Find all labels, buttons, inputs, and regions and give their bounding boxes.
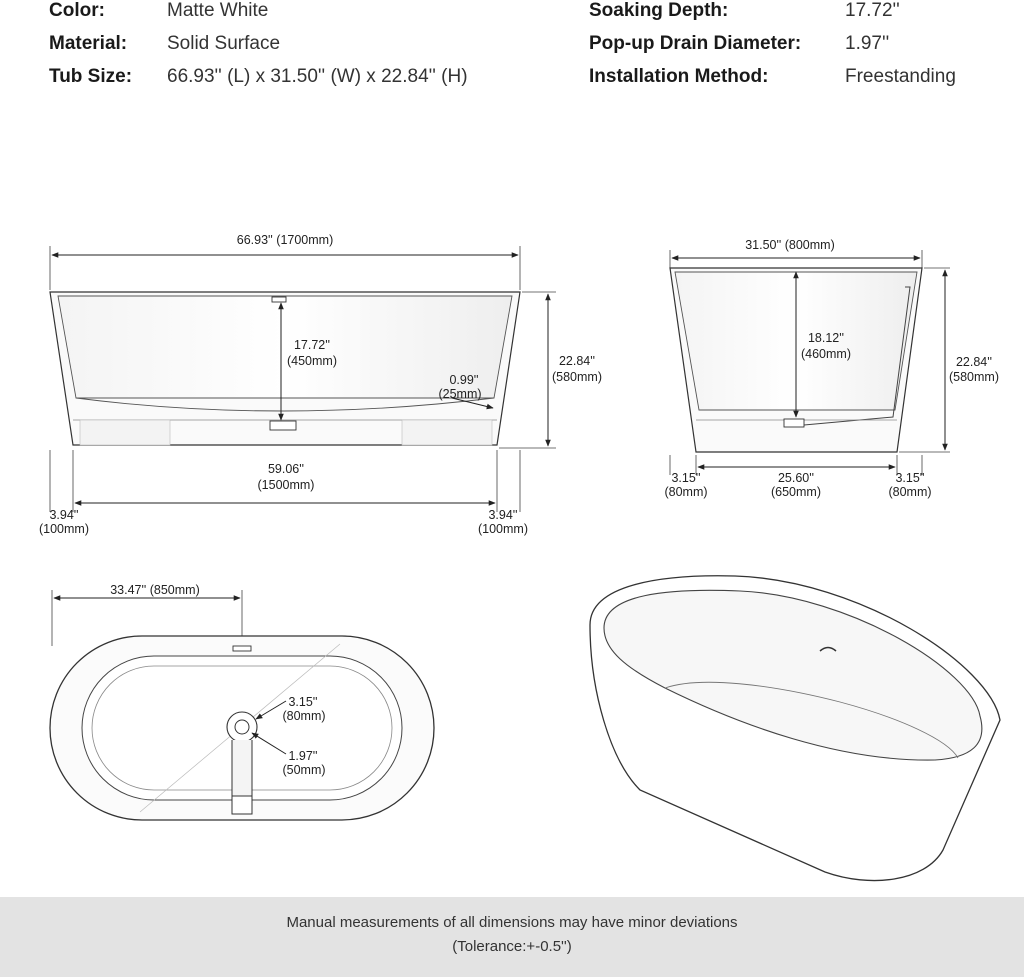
wall-thickness-value: 0.99'' — [449, 373, 479, 387]
spec-label: Pop-up Drain Diameter: — [589, 33, 802, 54]
side-base-value: 25.60'' — [777, 471, 815, 485]
side-height-mm: (580mm) — [948, 370, 1000, 384]
footer-line-2: (Tolerance:+-0.5'') — [452, 938, 572, 955]
front-view — [39, 233, 602, 536]
base-length-mm: (1500mm) — [257, 478, 315, 492]
drain-diameter-value: 1.97'' — [288, 749, 318, 763]
side-left-offset-mm: (80mm) — [664, 485, 708, 499]
overflow-icon — [272, 297, 286, 302]
spec-label: Tub Size: — [49, 66, 133, 87]
inner-depth-value: 18.12'' — [807, 331, 845, 345]
spec-label: Material: — [49, 33, 128, 54]
side-base-mm: (650mm) — [770, 485, 822, 499]
footer-line-1: Manual measurements of all dimensions may have minor deviations — [286, 914, 738, 931]
right-offset-value: 3.94'' — [488, 508, 518, 522]
drain-outer-mm: (80mm) — [282, 709, 326, 723]
base-panel — [402, 420, 492, 445]
perspective-view — [590, 576, 1000, 881]
overall-width-label: 31.50'' (800mm) — [745, 238, 835, 252]
spec-value: 66.93'' (L) x 31.50'' (W) x 22.84'' (H) — [167, 66, 468, 87]
side-height-value: 22.84'' — [955, 355, 993, 369]
spec-value: 1.97'' — [845, 33, 890, 54]
spec-value: Matte White — [167, 0, 269, 21]
side-view — [664, 238, 999, 499]
base-length-value: 59.06'' — [267, 462, 305, 476]
footer-note — [0, 897, 1024, 977]
spec-label: Installation Method: — [589, 66, 769, 87]
soaking-depth-mm: (450mm) — [286, 354, 338, 368]
overall-length-label: 66.93'' (1700mm) — [236, 233, 334, 247]
drain-outlet-icon — [232, 796, 252, 814]
drain-inner-icon — [235, 720, 249, 734]
tub-inner-wall — [58, 296, 512, 398]
spec-label: Color: — [49, 0, 105, 21]
side-drain-icon — [784, 419, 804, 427]
spec-value: 17.72'' — [845, 0, 900, 21]
soaking-depth-value: 17.72'' — [293, 338, 331, 352]
base-panel — [80, 420, 170, 445]
drain-channel — [232, 740, 252, 796]
wall-thickness-mm: (25mm) — [438, 387, 482, 401]
height-value: 22.84'' — [558, 354, 596, 368]
spec-value: Solid Surface — [167, 33, 281, 54]
spec-value: Freestanding — [845, 66, 956, 87]
spec-label: Soaking Depth: — [589, 0, 729, 21]
height-mm: (580mm) — [551, 370, 603, 384]
overflow-icon — [233, 646, 251, 651]
drain-position-label: 33.47'' (850mm) — [110, 583, 200, 597]
side-right-offset-value: 3.15'' — [895, 471, 925, 485]
left-offset-value: 3.94'' — [49, 508, 79, 522]
side-right-offset-mm: (80mm) — [888, 485, 932, 499]
drain-outer-value: 3.15'' — [288, 695, 318, 709]
left-offset-mm: (100mm) — [38, 522, 90, 536]
drain-icon — [270, 421, 296, 430]
top-view — [50, 583, 434, 820]
drain-diameter-mm: (50mm) — [282, 763, 326, 777]
inner-depth-mm: (460mm) — [800, 347, 852, 361]
side-left-offset-value: 3.15'' — [671, 471, 701, 485]
right-offset-mm: (100mm) — [477, 522, 529, 536]
